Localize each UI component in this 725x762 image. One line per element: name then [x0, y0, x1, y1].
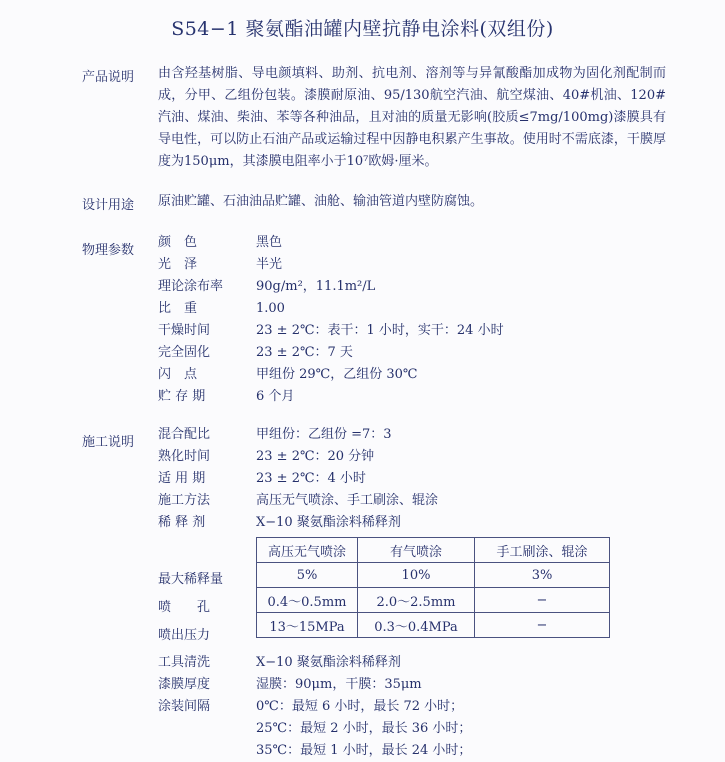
param-value: 1.00	[256, 301, 285, 316]
param-name: 混合配比	[158, 427, 211, 442]
table-row-label: 喷 孔	[158, 600, 211, 615]
physical-row	[158, 232, 282, 254]
param-name: 工具清洗	[158, 655, 211, 670]
physical-row	[158, 320, 504, 342]
param-name: 光 泽	[158, 257, 198, 272]
param-value: 23 ± 2℃：20 分钟	[256, 449, 375, 464]
section-label-application: 施工说明	[82, 435, 135, 450]
table-cell: 3%	[475, 563, 610, 588]
product-description: 由含羟基树脂、导电颜填料、助剂、抗电剂、溶剂等与异氰酸酯加成物为固化剂配制而成，分甲、乙组份包装。漆膜耐原油、95/130航空汽油、航空煤油、40#机油、120#汽油、煤油、柴油、苯等各种油品，且对油的质量无影响(胶质≤7mg/100mg)漆膜具有导电性，可以防止石油产品或运输过程中因静电积累产生事故。使用时不需底漆，干膜厚度为150μm，其漆膜电阻率小于10⁷欧姆·厘米。	[158, 66, 666, 169]
application-row	[158, 490, 438, 512]
table-cell: −	[475, 613, 610, 638]
param-name: 适 用 期	[158, 471, 206, 486]
param-name: 施工方法	[158, 493, 211, 508]
section-label-product: 产品说明	[82, 70, 135, 85]
table-row-label: 喷出压力	[158, 628, 211, 643]
param-name: 颜 色	[158, 235, 198, 250]
application-row	[158, 446, 374, 468]
param-name: 闪 点	[158, 367, 198, 382]
design-use-text: 原油贮罐、石油油品贮罐、油舱、输油管道内壁防腐蚀。	[158, 194, 484, 209]
param-value: 湿膜：90μm，干膜：35μm	[256, 677, 422, 692]
physical-row	[158, 364, 417, 386]
application-row	[158, 718, 471, 740]
table-header-cell: 有气喷涂	[358, 538, 475, 563]
table-cell: 13～15MPa	[257, 613, 358, 638]
application-row	[158, 740, 471, 762]
table-cell: 0.3～0.4MPa	[358, 613, 475, 638]
application-row	[158, 468, 366, 490]
param-value: 0℃：最短 6 小时，最长 72 小时；	[256, 699, 464, 714]
param-value: 6 个月	[256, 389, 295, 404]
param-value: 甲组份：乙组份 =7：3	[256, 427, 392, 442]
physical-row	[158, 342, 353, 364]
table-header-cell: 高压无气喷涂	[257, 538, 358, 563]
application-row	[158, 424, 392, 446]
param-value: 35℃：最短 1 小时，最长 24 小时；	[256, 743, 472, 758]
param-value: 高压无气喷涂、手工刷涂、辊涂	[256, 493, 439, 508]
physical-row	[158, 386, 294, 408]
param-name: 干燥时间	[158, 323, 211, 338]
table-row-label: 最大稀释量	[158, 572, 224, 587]
param-name: 熟化时间	[158, 449, 211, 464]
param-value: X−10 聚氨酯涂料稀释剂	[256, 655, 401, 670]
param-value: 黑色	[256, 235, 283, 250]
param-name: 理论涂布率	[158, 279, 224, 294]
param-value: 半光	[256, 257, 283, 272]
document-title: S54−1 聚氨酯油罐内壁抗静电涂料(双组份)	[171, 18, 554, 40]
application-row	[158, 652, 401, 674]
physical-row	[158, 276, 375, 298]
param-name: 比 重	[158, 301, 198, 316]
param-value: 23 ± 2℃：4 小时	[256, 471, 366, 486]
param-name: 漆膜厚度	[158, 677, 211, 692]
param-name: 贮 存 期	[158, 389, 206, 404]
application-row	[158, 674, 422, 696]
physical-row	[158, 254, 282, 276]
param-value: 90g/m²，11.1m²/L	[256, 279, 376, 294]
application-row	[158, 696, 463, 718]
section-label-design: 设计用途	[82, 198, 135, 213]
spray-parameters-table	[256, 537, 610, 638]
table-cell: 5%	[257, 563, 358, 588]
table-row	[257, 563, 610, 588]
table-cell: 0.4～0.5mm	[257, 588, 358, 613]
table-header-row	[257, 538, 610, 563]
param-name: 稀 释 剂	[158, 515, 206, 530]
param-value: 25℃：最短 2 小时，最长 36 小时；	[256, 721, 472, 736]
param-name: 涂装间隔	[158, 699, 211, 714]
table-cell: 2.0～2.5mm	[358, 588, 475, 613]
section-label-physical: 物理参数	[82, 243, 135, 258]
table-row	[257, 588, 610, 613]
param-value: 甲组份 29℃，乙组份 30℃	[256, 367, 418, 382]
table-cell: −	[475, 588, 610, 613]
application-row	[158, 512, 401, 534]
table-cell: 10%	[358, 563, 475, 588]
param-value: X−10 聚氨酯涂料稀释剂	[256, 515, 401, 530]
param-name: 完全固化	[158, 345, 211, 360]
param-value: 23 ± 2℃：表干：1 小时，实干：24 小时	[256, 323, 504, 338]
table-row	[257, 613, 610, 638]
table-header-cell: 手工刷涂、辊涂	[475, 538, 610, 563]
physical-row	[158, 298, 285, 320]
param-value: 23 ± 2℃：7 天	[256, 345, 353, 360]
